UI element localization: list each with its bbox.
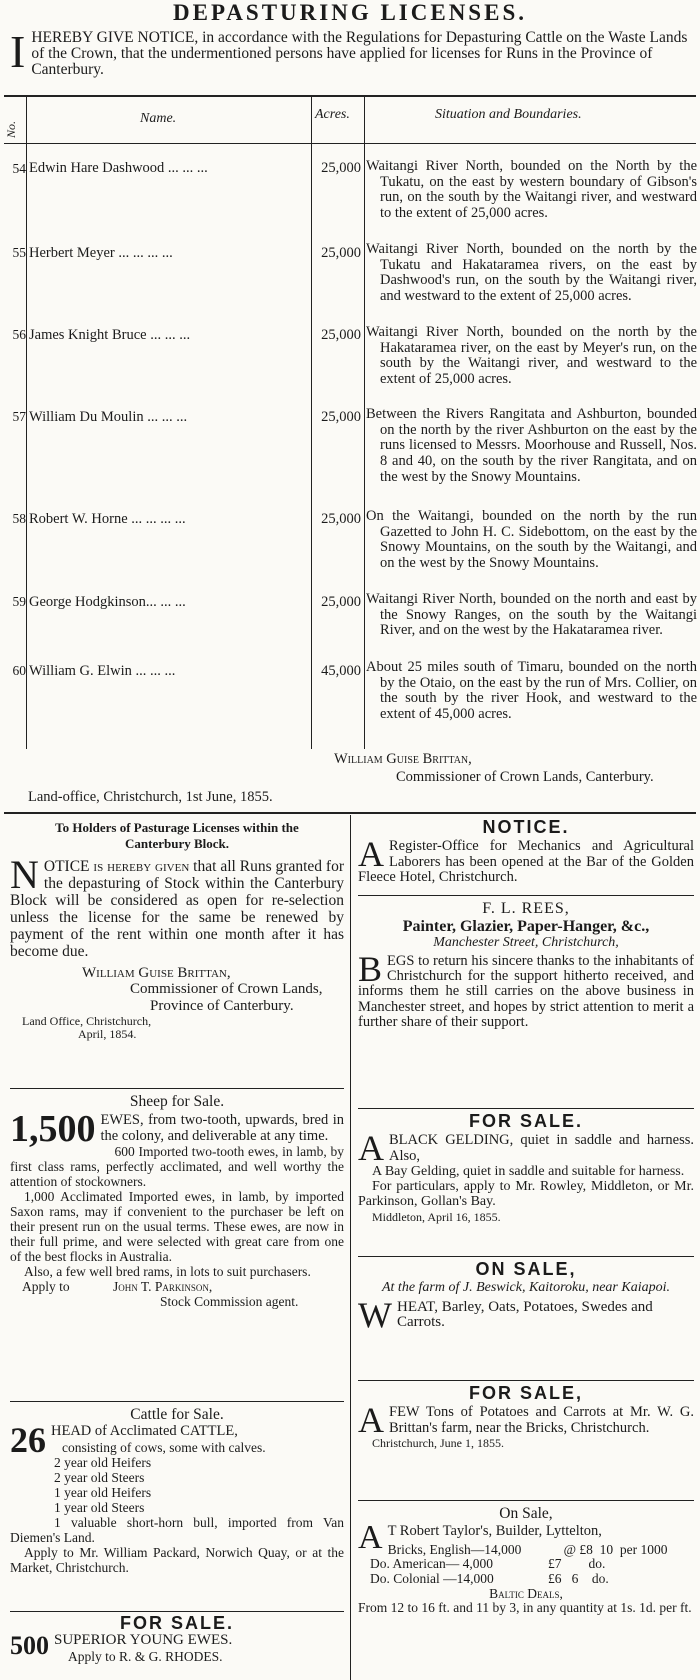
holders-dateline-1: Land Office, Christchurch, [22, 1014, 152, 1029]
row-acres: 45,000 [321, 663, 361, 679]
holders-dropcap: N [10, 852, 39, 897]
onsale-dropcap: W [358, 1294, 392, 1335]
row-number: 59 [12, 594, 26, 609]
register-title: NOTICE. [482, 817, 570, 837]
brick-price: @ £8 10 per 1000 [563, 1541, 668, 1557]
sheep-agent-title: Stock Commission agent. [160, 1293, 299, 1309]
row-number: 57 [12, 409, 26, 424]
taylor-dropcap: A [358, 1519, 383, 1557]
row-number: 60 [12, 663, 26, 678]
header-situation: Situation and Boundaries. [435, 107, 582, 122]
sheep-ad [10, 1094, 344, 1309]
signature-name: William Guise Brittan, [334, 751, 472, 767]
cattle-item: 1 year old Steers [54, 1499, 145, 1515]
divider-onsale [358, 1256, 694, 1257]
onsale-title: ON SALE, [475, 1259, 577, 1279]
cattle-ad [10, 1407, 344, 1575]
row-acres: 25,000 [321, 409, 361, 425]
potatoes-title: FOR SALE, [468, 1383, 583, 1403]
row-acres: 25,000 [321, 511, 361, 527]
row-name: George Hodgkinson... ... ... [29, 594, 186, 610]
potatoes-text: FEW Tons of Potatoes and Carrots at Mr. W. G. Brittan's farm, near the Bricks, Christchurch. [389, 1404, 694, 1436]
cattle-title: Cattle for Sale. [130, 1406, 224, 1423]
brick-label: Do. Colonial —14,000 [370, 1570, 494, 1586]
sheep-agent-name: John T. Parkinson, [113, 1278, 213, 1294]
brick-label: Do. American— 4,000 [370, 1556, 493, 1572]
holders-title: To Holders of Pasturage Licenses within the Canterbury Block. [55, 820, 299, 851]
header-name: Name. [140, 111, 177, 126]
row-name: Edwin Hare Dashwood ... ... ... [29, 160, 208, 176]
sheep-lead: EWES, from two-tooth, upwards, bred in the colony, and deliverable at any time. [100, 1112, 344, 1144]
register-text: Register-Office for Mechanics and Agricultural Laborers has been opened at the Bar of the Golden Fleece Hotel, Christchurch. [358, 838, 694, 885]
holders-dateline-2: April, 1854. [78, 1027, 137, 1042]
divider-sheep [10, 1088, 344, 1089]
header-acres: Acres. [315, 107, 350, 122]
taylor-text: T Robert Taylor's, Builder, Lyttelton, [387, 1523, 602, 1540]
register-notice [358, 817, 694, 885]
sheep-apply-label: Apply to [22, 1278, 70, 1294]
row-number: 54 [12, 161, 26, 176]
rees-address: Manchester Street, Christchurch, [433, 934, 619, 950]
row-situation: About 25 miles south of Timaru, bounded on the north by the Otaio, on the east by the run of Mrs. Collier, on the south by the river Hook, and westward to the extent of 45,000 acres. [366, 659, 697, 723]
ewes-apply: Apply to R. & G. RHODES. [68, 1648, 223, 1664]
rees-name: F. L. REES, [482, 900, 570, 917]
row-name: Herbert Meyer ... ... ... ... [29, 245, 173, 261]
holders-sig-office: Commissioner of Crown Lands, [130, 981, 323, 998]
gelding-ad [358, 1111, 694, 1225]
ewes-big-number: 500 [10, 1631, 49, 1661]
row-situation: Waitangi River North, bounded on the north by the Tukatu and Hakataramea rivers, on the east by Dashwood's run, on the south by the Waitangi river, and westward to the extent of 25,000 acres. [366, 241, 697, 305]
sheep-para-2: 1,000 Acclimated Imported ewes, in lamb, by imported Saxon rams, may if convenient to the purchaser be left on their present run on the usual terms. These ewes, are now in their full prime, and were selected with great care from one of the best flocks in Australia. [10, 1188, 344, 1264]
table-col-rule-1 [26, 97, 27, 749]
row-name: William Du Moulin ... ... ... [29, 409, 188, 425]
header-no: No. [4, 120, 18, 138]
holders-text: that all Runs granted for the depasturing of Stock within the Canterbury Block will be considered as open for re-selection unless the license for the same be renewed by payment of the rent within one month after it has become due. [10, 858, 345, 960]
divider-gelding [358, 1108, 694, 1109]
table-top-rule [4, 95, 696, 97]
row-name: James Knight Bruce ... ... ... [29, 327, 191, 343]
taylor-baltic: Baltic Deals, [489, 1586, 563, 1602]
rees-dropcap: B [358, 948, 383, 989]
intro-dropcap: I [10, 26, 26, 77]
ewes-lead: SUPERIOR YOUNG EWES. [54, 1632, 233, 1649]
cattle-big-number: 26 [10, 1420, 46, 1461]
row-name: Robert W. Horne ... ... ... ... [29, 511, 186, 527]
row-situation: Between the Rivers Rangitata and Ashburton, bounded on the north by the river Ashburton on the east by the runs licensed to Messrs. Moorhouse and Russell, Nos. 8 and 40, on the south by the river Rangitata, and on the west by the Snowy Mountains. [366, 406, 697, 485]
holders-sig-province: Province of Canterbury. [150, 998, 294, 1015]
table-header-rule [4, 143, 696, 144]
cattle-apply: Apply to Mr. William Packard, Norwich Quay, or at the Market, Christchurch. [10, 1544, 344, 1575]
intro-text: HEREBY GIVE NOTICE, in accordance with the Regulations for Depasturing Cattle on the Waste Lands of the Crown, that the undermentioned persons have applied for licenses for Runs in the Province of Canterbury. [31, 29, 688, 78]
sheep-para-1: 600 Imported two-tooth ewes, in lamb, by first class rams, perfectly acclimated, and well worthy the attention of stockowners. [10, 1143, 344, 1189]
row-number: 58 [12, 511, 26, 526]
potatoes-dateline: Christchurch, June 1, 1855. [372, 1435, 504, 1450]
holders-sig-name: William Guise Brittan, [82, 965, 231, 981]
gelding-text: BLACK GELDING, quiet in saddle and harness. Also, [389, 1132, 694, 1164]
taylor-deals: From 12 to 16 ft. and 11 by 3, in any quantity at 1s. 1d. per ft. [358, 1600, 692, 1616]
ewes-title: FOR SALE. [119, 1613, 234, 1633]
intro-notice [10, 26, 692, 78]
cattle-item: 2 year old Steers [54, 1469, 145, 1485]
onsale-sub: At the farm of J. Beswick, Kaitoroku, near Kaiapoi. [381, 1280, 670, 1296]
row-number: 56 [12, 327, 26, 342]
gelding-dateline: Middleton, April 16, 1855. [372, 1209, 501, 1224]
gelding-title: FOR SALE. [468, 1111, 583, 1131]
gelding-para-2: A Bay Gelding, quiet in saddle and suitable for harness. [372, 1163, 685, 1179]
row-acres: 25,000 [321, 245, 361, 261]
taylor-title: On Sale, [499, 1505, 553, 1522]
row-acres: 25,000 [321, 160, 361, 176]
row-situation: Waitangi River North, bounded on the North by the Tukatu, on the east by western boundary of Gibson's run, on the south by the Waitangi river, and westward to the extent of 25,000 acres. [366, 158, 697, 222]
potatoes-dropcap: A [358, 1400, 384, 1441]
taylor-ad [358, 1506, 694, 1616]
holders-lead: OTICE is hereby given [43, 858, 190, 875]
table-col-rule-3 [364, 97, 365, 749]
sheep-big-number: 1,500 [10, 1108, 96, 1151]
signature-office: Commissioner of Crown Lands, Canterbury. [396, 769, 654, 785]
rees-trade: Painter, Glazier, Paper-Hanger, &c., [402, 918, 650, 936]
divider-rees [358, 895, 694, 896]
cattle-bull: 1 valuable short-horn bull, imported from Van Diemen's Land. [10, 1514, 344, 1545]
divider-ewes [10, 1611, 344, 1612]
row-name: William G. Elwin ... ... ... [29, 663, 176, 679]
rees-text: EGS to return his sincere thanks to the inhabitants of Christchurch for the support hitherto received, and informs them he still carries on the above business in Manchester street, and hopes by strict attention to merit a further share of their support. [358, 952, 694, 1031]
table-col-rule-2 [311, 97, 312, 749]
register-dropcap: A [358, 834, 384, 875]
row-acres: 25,000 [321, 327, 361, 343]
section-divider [4, 812, 696, 814]
row-acres: 25,000 [321, 594, 361, 610]
divider-cattle [10, 1401, 344, 1402]
row-situation: Waitangi River North, bounded on the north and east by the Snowy Ranges, on the south by the Waitangi River, and on the west by the Hakataramea river. [366, 591, 697, 639]
rees-ad [358, 901, 694, 1030]
cattle-item: 2 year old Heifers [54, 1454, 152, 1470]
divider-taylor [358, 1500, 694, 1501]
column-divider [350, 815, 351, 1680]
row-number: 55 [12, 245, 26, 260]
brick-price: £7 do. [548, 1556, 606, 1572]
cattle-item: 1 year old Heifers [54, 1484, 152, 1500]
signature-dateline: Land-office, Christchurch, 1st June, 1855. [28, 789, 273, 805]
row-situation: On the Waitangi, bounded on the north by the run Gazetted to John H. C. Sidebottom, on the east by the Snowy Mountains, on the south by the Waitangi, and on the west by the Snowy Mountains. [366, 508, 697, 572]
sheep-title: Sheep for Sale. [129, 1093, 225, 1110]
potatoes-ad [358, 1383, 694, 1451]
onsale-text: HEAT, Barley, Oats, Potatoes, Swedes and Carrots. [396, 1298, 653, 1330]
gelding-para-3: For particulars, apply to Mr. Rowley, Middleton, or Mr. Parkinson, Gollan's Bay. [358, 1179, 694, 1210]
brick-price: £6 6 do. [548, 1570, 609, 1586]
divider-potatoes [358, 1380, 694, 1381]
cattle-sub: consisting of cows, some with calves. [62, 1439, 266, 1455]
holders-notice [10, 820, 344, 1041]
onsale-ad [358, 1259, 694, 1335]
gelding-dropcap: A [358, 1128, 384, 1169]
brick-label: Bricks, English—14,000 [387, 1541, 522, 1557]
page-title: DEPASTURING LICENSES. [173, 0, 527, 25]
row-situation: Waitangi River North, bounded on the north by the Hakataramea river, on the east by Meyer's run, on the south by the Waitangi river, and westward to the extent of 25,000 acres. [366, 324, 697, 388]
cattle-lead: HEAD of Acclimated CATTLE, [51, 1423, 238, 1440]
ewes-ad [10, 1613, 344, 1664]
sheep-para-3: Also, a few well bred rams, in lots to suit purchasers. [24, 1263, 311, 1279]
